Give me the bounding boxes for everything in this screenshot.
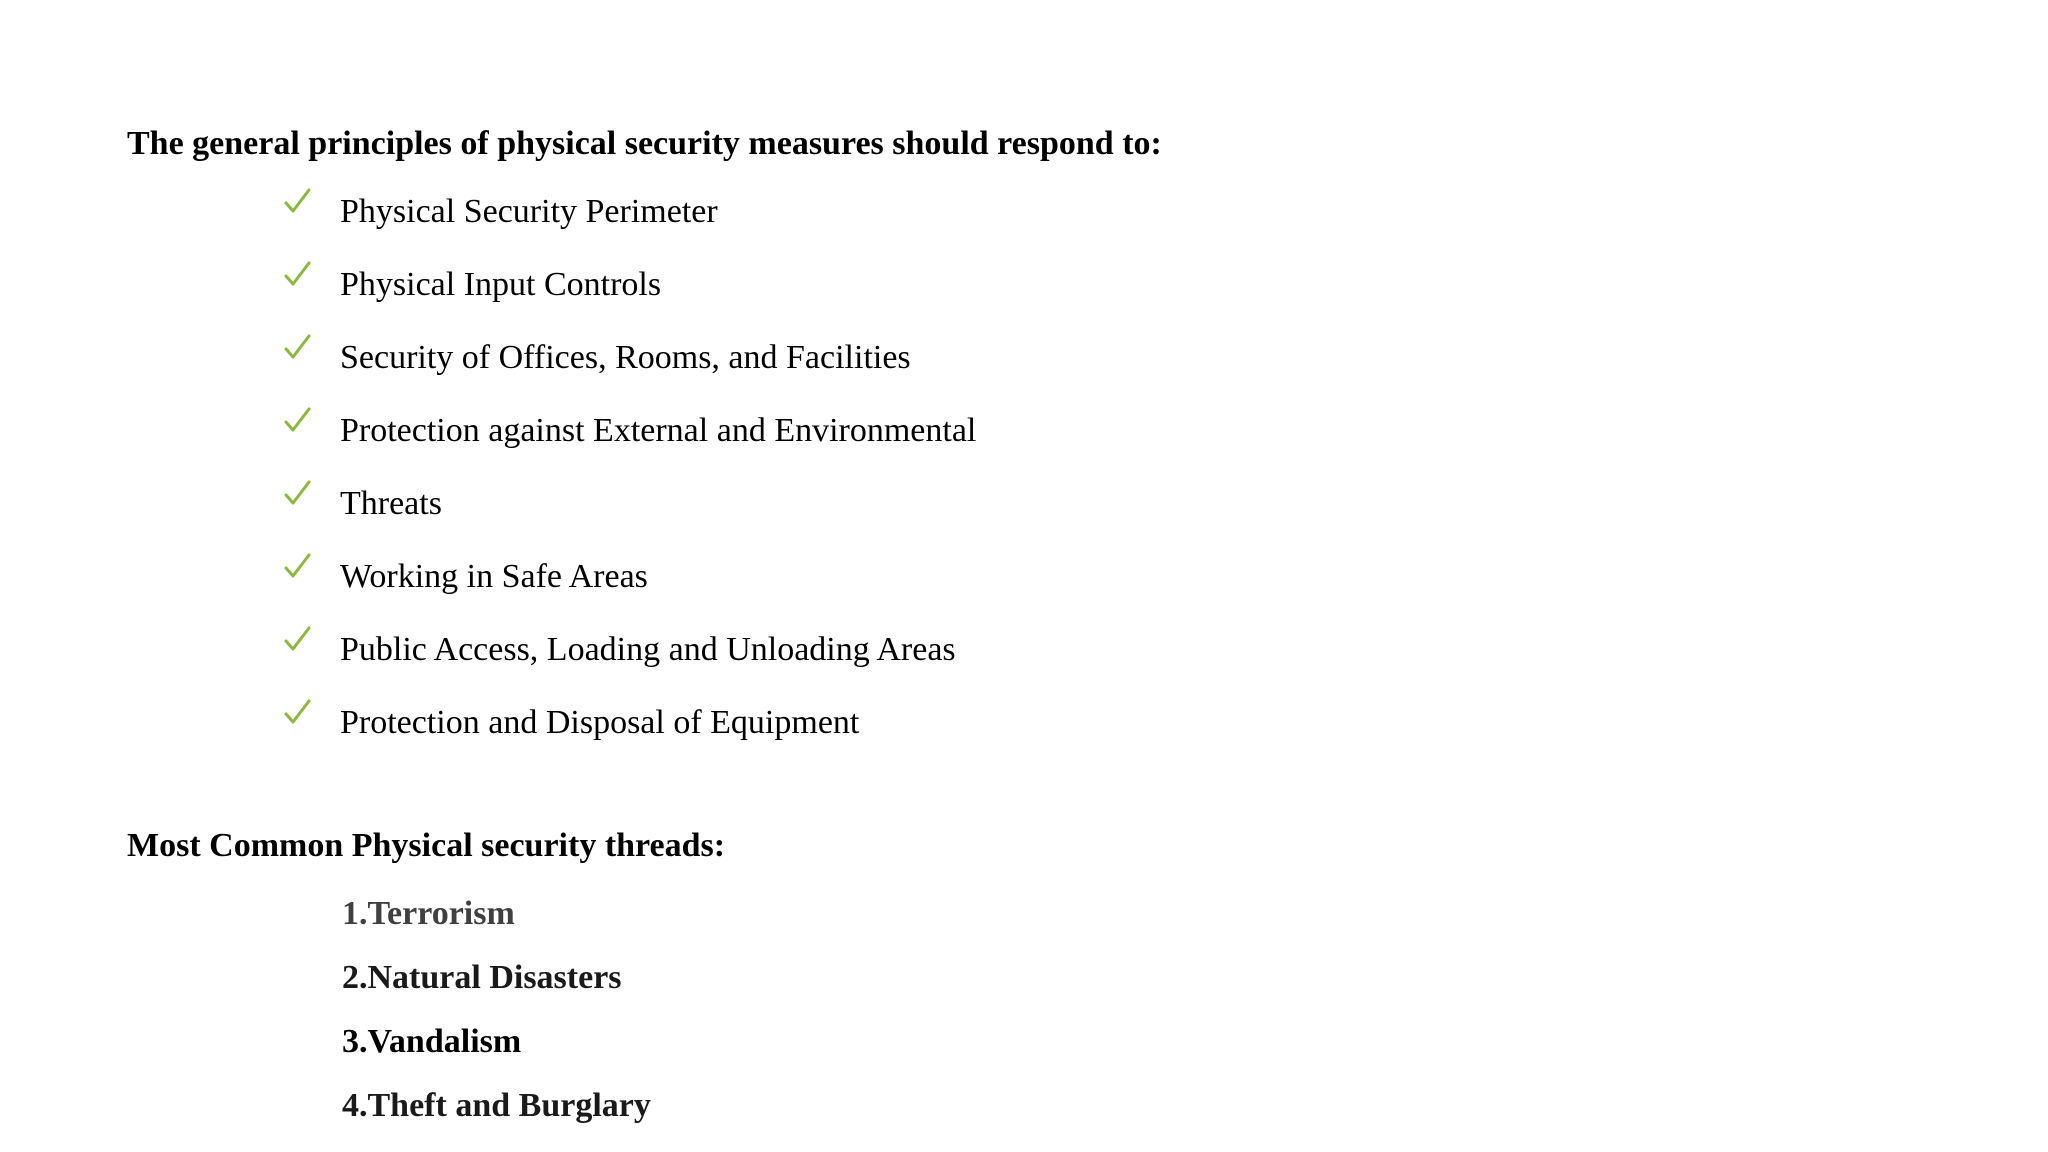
list-item <box>0 701 1200 745</box>
list-item <box>0 555 1200 599</box>
list-item <box>0 628 1200 672</box>
threat-item: 4.Theft and Burglary <box>342 1087 651 1124</box>
list-item-label: Physical Security Perimeter <box>340 193 718 230</box>
checkmark-icon <box>284 478 312 508</box>
checkmark-icon <box>284 551 312 581</box>
list-item-label: Protection and Disposal of Equipment <box>340 704 860 741</box>
list-item <box>0 336 1200 380</box>
principles-heading: The general principles of physical security measures should respond to: <box>127 125 1162 162</box>
checkmark-icon <box>284 697 312 727</box>
checkmark-icon <box>284 624 312 654</box>
list-item-label: Threats <box>340 485 442 522</box>
list-item-label: Physical Input Controls <box>340 266 662 303</box>
list-item-label: Working in Safe Areas <box>340 558 648 595</box>
list-item <box>0 263 1200 307</box>
checkmark-icon <box>284 332 312 362</box>
list-item <box>0 482 1200 526</box>
list-item <box>0 409 1200 453</box>
threat-item: 3.Vandalism <box>342 1023 522 1060</box>
checkmark-icon <box>284 405 312 435</box>
list-item-label: Protection against External and Environmental <box>340 412 977 449</box>
checkmark-icon <box>284 186 312 216</box>
list-item-label: Security of Offices, Rooms, and Facilities <box>340 339 911 376</box>
threat-item: 2.Natural Disasters <box>342 959 622 996</box>
list-item <box>0 190 1200 234</box>
list-item-label: Public Access, Loading and Unloading Areas <box>340 631 956 668</box>
threat-item: 1.Terrorism <box>342 895 515 932</box>
checkmark-icon <box>284 259 312 289</box>
threats-heading: Most Common Physical security threads: <box>127 827 726 864</box>
